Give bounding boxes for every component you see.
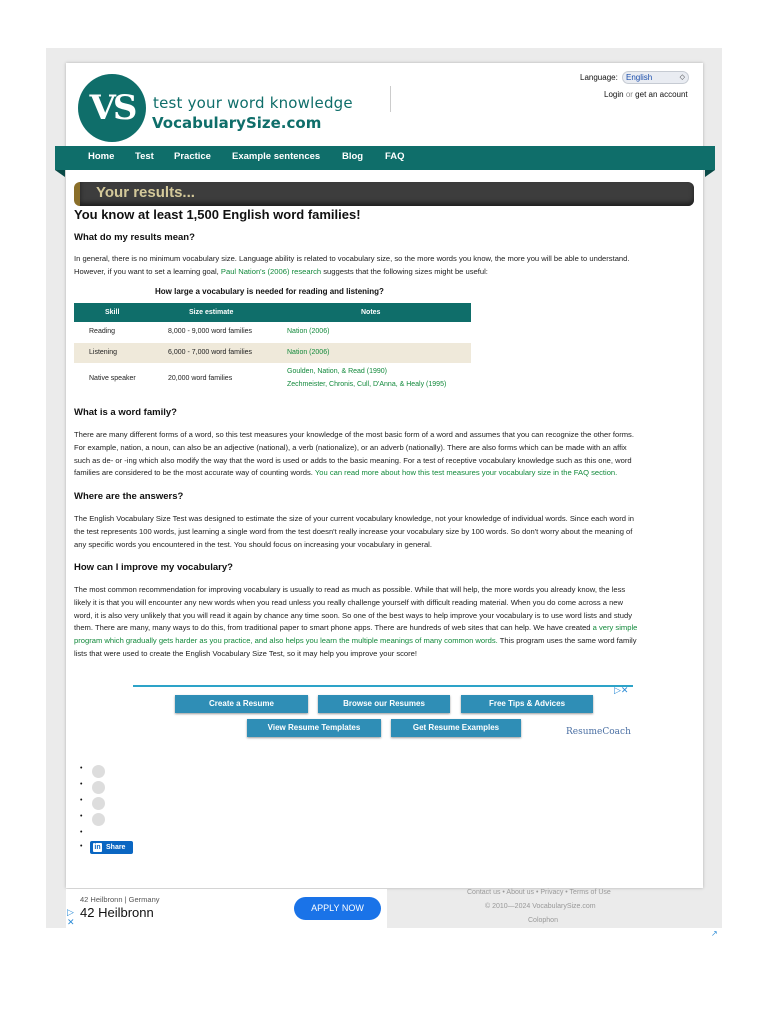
heading-improve-vocabulary: How can I improve my vocabulary? [74, 562, 233, 573]
table-header-notes: Notes [361, 309, 381, 316]
get-account-link[interactable]: get an account [635, 90, 688, 99]
ad-choices-icon[interactable]: ▷ [67, 907, 74, 917]
share-icon-placeholder[interactable] [92, 813, 105, 826]
nav-blog[interactable]: Blog [342, 151, 364, 162]
ad-view-templates-button[interactable]: View Resume Templates [247, 719, 381, 737]
ad-close-icon[interactable]: ✕ [67, 917, 75, 927]
section1-line-2 [74, 266, 690, 279]
nav-home[interactable]: Home [88, 151, 115, 162]
practice-program-link-cont[interactable]: program which gradually gets harder as you practice, and also helps you learn the multiple meanings of many common words. [74, 636, 498, 646]
section2-line: There are many different forms of a word, so this test measures your knowledge of the most basic form of a word and assumes that you can recognize the other forms. [74, 430, 634, 439]
footer-links[interactable]: Contact us • About us • Privacy • Terms of Use [467, 889, 611, 896]
bullet-dot: • [80, 781, 83, 788]
language-label: Language: [580, 73, 618, 82]
bottom-ad-location: 42 Heilbronn | Germany [80, 895, 160, 904]
table-header-size: Size estimate [189, 309, 234, 316]
ad-free-tips-button[interactable]: Free Tips & Advices [461, 695, 593, 713]
nav-practice[interactable]: Practice [174, 151, 211, 162]
share-icon-placeholder[interactable] [92, 781, 105, 794]
ad-create-resume-button[interactable]: Create a Resume [175, 695, 308, 713]
section3-paragraph [74, 513, 690, 551]
nav-test[interactable]: Test [135, 151, 154, 162]
nav-ribbon-fold-right [705, 170, 715, 177]
section2-paragraph [74, 429, 690, 480]
linkedin-icon: in [94, 844, 101, 851]
table-cell-notes-link[interactable]: Zechmeister, Chronis, Cull, D'Anna, & Healy (1995) [287, 381, 447, 388]
table-row [74, 343, 471, 363]
linkedin-share-button[interactable] [90, 841, 133, 854]
results-banner [74, 182, 694, 206]
account-links [604, 90, 688, 99]
table-cell-notes-link[interactable]: Nation (2006) [287, 349, 330, 356]
login-link[interactable]: Login [604, 90, 624, 99]
nation-research-link[interactable]: Paul Nation's (2006) research [220, 266, 322, 276]
section3-line: any specific words you encountered in the test. You should focus on increasing your vocabulary in general. [74, 539, 432, 549]
section3-line: The English Vocabulary Size Test was designed to estimate the size of your current vocabulary knowledge, not your knowledge of individual words. Since each word in [74, 514, 634, 523]
apply-now-button[interactable]: APPLY NOW [294, 897, 381, 920]
section4-line [74, 622, 690, 635]
section2-line: such as de- or -ing which also modify the way that the word is used or adds to the basic meaning. For a test of receptive vocabulary knowledge such as this one, word [74, 455, 632, 465]
footer-colophon-link[interactable]: Colophon [528, 917, 558, 924]
table-cell-notes-link[interactable]: Nation (2006) [287, 328, 330, 335]
bullet-dot: • [80, 813, 83, 820]
bottom-ad-title[interactable]: 42 Heilbronn [80, 905, 154, 920]
section4-paragraph [74, 584, 690, 661]
practice-program-link[interactable]: a very simple [592, 623, 638, 633]
section2-line: For example, nation, a noun, can also be an adjective (national), a verb (nationalize), or an adverb (nationally). There are also forms which can be made with an affix [74, 442, 627, 452]
bullet-dot: • [80, 765, 83, 772]
nav-ribbon-fold-left [55, 170, 65, 177]
share-icon-placeholder[interactable] [92, 765, 105, 778]
footer-copyright: © 2010—2024 VocabularySize.com [485, 903, 596, 910]
ad-close-icon[interactable]: ▷✕ [614, 685, 629, 695]
section4-line: likely it is that you will encounter any new words when you read unless you really challenge yourself with difficult reading material. When you do come across a new [74, 597, 623, 607]
section2-text: families are considered to be the most accurate way of counting words. [74, 468, 315, 478]
table-cell-skill: Listening [89, 349, 118, 356]
bullet-dot: • [80, 829, 83, 836]
section4-line: The most common recommendation for improving vocabulary is usually to read as much as possible. While that will help, the more words you already know, the less [74, 585, 626, 594]
corner-arrow-icon: ↗ [711, 929, 718, 938]
section1-paragraph [74, 253, 690, 279]
heading-word-family: What is a word family? [74, 407, 177, 418]
heading-what-results-mean: What do my results mean? [74, 232, 195, 243]
table-header-skill: Skill [105, 309, 120, 316]
table-header-row [74, 303, 471, 322]
section4-text: them. There are many, many ways to do this, from traditional paper to smart phone apps. There are hundreds of web sites that can help. We have created [74, 623, 593, 633]
language-select[interactable] [622, 71, 689, 84]
logo-site-name[interactable]: VocabularySize.com [152, 114, 322, 132]
table-cell-size: 20,000 word families [168, 375, 233, 382]
table-cell-size: 6,000 - 7,000 word families [168, 349, 253, 356]
section1-text-b: suggests that the following sizes might be useful: [321, 266, 488, 276]
faq-vocabulary-link[interactable]: You can read more about how this test measures your vocabulary size in the FAQ section. [314, 468, 618, 478]
ad-top-bar [133, 685, 633, 687]
section4-text: This program uses the same word family [497, 636, 637, 646]
table-cell-skill: Reading [89, 328, 116, 335]
section4-line: word, it is also very unlikely that you will read it again by chance any time soon. So one of the best ways to help improve your vocabulary is to use word lists and study [74, 610, 632, 620]
ad-browse-resumes-button[interactable]: Browse our Resumes [318, 695, 450, 713]
bullet-dot: • [80, 797, 83, 804]
logo-vs[interactable]: VS [78, 74, 146, 142]
logo-tagline: test your word knowledge [153, 94, 353, 112]
table-cell-notes-link[interactable]: Goulden, Nation, & Read (1990) [287, 368, 388, 375]
language-select-value: English [626, 73, 653, 82]
ad-resume-examples-button[interactable]: Get Resume Examples [391, 719, 521, 737]
results-headline: You know at least 1,500 English word families! [74, 207, 361, 222]
nav-faq[interactable]: FAQ [385, 151, 405, 162]
heading-where-answers: Where are the answers? [74, 491, 184, 502]
table-caption: How large a vocabulary is needed for reading and listening? [155, 287, 384, 296]
chevron-updown-icon: ◇ [679, 74, 685, 81]
header-divider [390, 86, 391, 112]
share-label: Share [106, 844, 126, 851]
results-banner-title: Your results... [96, 184, 195, 201]
bullet-dot: • [80, 843, 83, 850]
table-row [74, 322, 471, 343]
table-cell-size: 8,000 - 9,000 word families [168, 328, 253, 335]
section3-line: the test represents 100 words, just learning a single word from the test doesn't really increase your vocabulary size by 100 words. So don't worry about the meaning of [74, 526, 633, 536]
nav-example-sentences[interactable]: Example sentences [232, 151, 321, 162]
login-or-text: or [625, 90, 633, 99]
table-cell-skill: Native speaker [89, 375, 136, 382]
section1-line-1: In general, there is no minimum vocabulary size. Language ability is related to vocabulary size, so the more words you know, the more you will be able to understand. [74, 254, 630, 263]
section2-line [74, 467, 690, 480]
share-icon-placeholder[interactable] [92, 797, 105, 810]
section4-line: lists that were used to create the English Vocabulary Size Test, so it may help you improve your score! [74, 648, 418, 658]
section4-line [74, 635, 690, 648]
section1-text-a: However, if you want to set a learning goal, [74, 266, 221, 276]
ad-brand-logo[interactable]: ResumeCoach [566, 727, 631, 737]
